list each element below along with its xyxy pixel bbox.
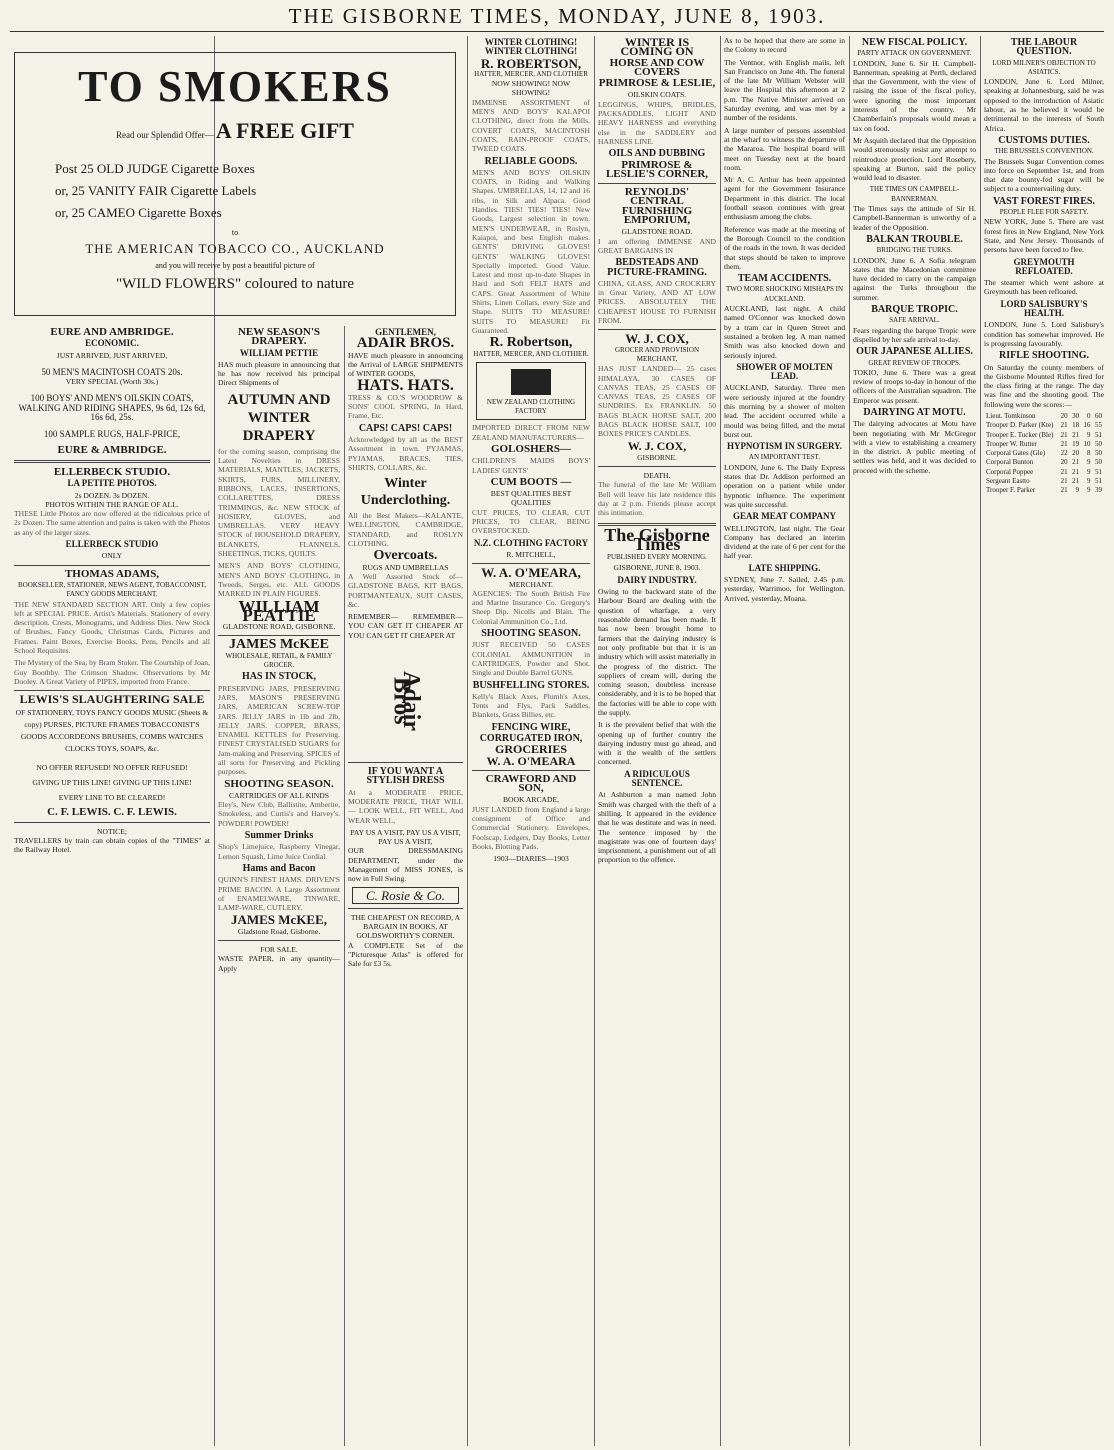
death: DEATH. (643, 471, 671, 481)
score-name: Corporal Gates (Gle) (986, 449, 1046, 458)
article-text: The steamer which went ashore at Greymouth has been refloated. (984, 278, 1104, 297)
cox-sub: GROCER AND PROVISION MERCHANT, (614, 345, 699, 363)
article-text: Mr A. C. Arthur has been appointed agent for the Government Insurance Department in this district. The local football season continues with great enthusiasm among the clubs. (724, 175, 845, 222)
article-text: LONDON, June 6. Sir H. Campbell-Bannerman, speaking at Perth, declared that the Government, with the view of raising the issue of the fiscal policy, were ignoring the most important interests of the country. Mr Chamberlain's proposals would mean a tax on food. (853, 58, 976, 133)
filler-text: THE NEW STANDARD SECTION ART. Only a few copies left at SPECIAL PRICE. Artist's Materials. Stationery of every description. Crests, Monograms, and Address Dies. New Stock of Brushes, Fancy Goods, Christmas Cards, Pictures and Frames. Paint Boxes, Exercise Books, Pens, Pencils and all School Requisites. (14, 599, 210, 656)
score-value: 21 (1072, 467, 1080, 476)
reynolds: REYNOLDS' CENTRAL FURNISHING EMPORIUM, (621, 186, 693, 227)
filler-text: Acknowledged by all as the BEST Assortment in town. PYJAMAS, PYJAMAS, BRACES, TIES, SHIRTS, COLLARS, &c. (348, 434, 463, 472)
column-separator (344, 326, 345, 1446)
cheapest: THE CHEAPEST ON RECORD, A BARGAIN IN BOOKS, AT GOLDSWORTHY'S CORNER. (350, 912, 461, 941)
filler-text: Shop's Limejuice, Raspberry Vinegar, Lemon Squash, Lime Juice Cordial. (218, 842, 340, 861)
filler-text: AGENCIES: The South British Fire and Marine Insurance Co. Gregory's Sheep Dip. Nicolls and Blain. The Colonial Ammunition Co., Ltd. (472, 588, 590, 626)
score-value: 20 (1072, 449, 1080, 458)
filler-text: TRESS & CO.'S WOODROW & SONS' COOL SPRING, In Hard, Frame, Etc. (348, 392, 463, 421)
article-text: A large number of persons assembled at the wharf to witness the departure of the Mararoa. The hospital board will meet on Tuesday next at the board room. (724, 125, 845, 172)
score-name: Corporal Poppee (986, 467, 1034, 476)
column-separator (849, 36, 850, 1446)
adams: THOMAS ADAMS, (64, 567, 160, 580)
robertson: R. ROBERTSON, (480, 55, 582, 71)
crawford-sub: BOOK ARCADE, (502, 795, 560, 805)
merchant: MERCHANT. (509, 579, 553, 589)
macintosh: 50 MEN'S MACINTOSH COATS 20s. (41, 366, 183, 377)
score-value: 21 (1060, 430, 1068, 439)
divider (598, 466, 716, 467)
reynolds-sub: GLADSTONE ROAD. (621, 227, 693, 237)
filler-text: The funeral of the late Mr William Bell will leave his late residence this day at 2 p.m. Friends please accept this intimation. (598, 480, 716, 518)
filler-text: The Mystery of the Sea, by Bram Stoker. The Courtship of Joan, Guy Boothby. The Crimson Shadow. Observations by Mr Dooley. A Great Variety of PIPES, imported from France. (14, 658, 210, 686)
economic: ECONOMIC. (85, 338, 139, 349)
score-row (984, 477, 1104, 486)
rifle-scores-table (984, 412, 1104, 496)
filler-text: All the Best Makers—KALANTE, WELLINGTON, CAMBRIDGE, STANDARD, and ROSLYN CLOTHING. (348, 511, 463, 549)
score-value: 19 (1072, 439, 1080, 448)
shooting-4: SHOOTING SEASON. (481, 628, 581, 640)
score-value: 50 (1095, 458, 1102, 467)
review: GREAT REVIEW OF TROOPS. (868, 358, 961, 367)
score-name: Lieut. Tomkinson (986, 411, 1036, 420)
pay: PAY US A VISIT, PAY US A VISIT, PAY US A VISIT, (350, 827, 461, 847)
score-name: Corporal Bunton (986, 458, 1034, 467)
score-value: 21 (1072, 477, 1080, 486)
test: AN IMPORTANT TEST. (748, 453, 821, 462)
cleared: EVERY LINE TO BE CLEARED! (58, 793, 166, 803)
adair: ADAIR BROS. (356, 335, 455, 352)
gentlemen: GENTLEMEN, (375, 327, 436, 337)
cox: W. J. COX, (625, 331, 689, 347)
column-separator (467, 36, 468, 1446)
divider (348, 762, 463, 763)
article-text: LONDON, June 5. Lord Salisbury's condition has somewhat improved. He is progressing favourably. (984, 320, 1104, 348)
ellerbeck: ELLERBECK STUDIO. (53, 465, 171, 478)
salisbury: LORD SALISBURY'S HEALTH. (1000, 298, 1088, 319)
article-text: Owing to the backward state of the Harbour Board are dealing with the question of wharfage, a very reasonable demand has been made. It has now been brought home to farmers that the dairying industry is not only profitable but that it is an industry which will assist materially in the progress of the district. The suppliers of cream will, during the coming season, doubtless increase considerably, and it is to be hoped that the factories will be able to cope with the supply. (598, 587, 716, 717)
score-value: 9 (1087, 486, 1091, 495)
article-text: LONDON, June 6. The Daily Express states that Dr. Addison performed an operation on a patient while under hypnotic influence. The experiment was quite successful. (724, 462, 845, 509)
score-value: 20 (1060, 458, 1068, 467)
notice: NOTICE; (97, 826, 127, 836)
winter-clothing: WINTER CLOTHING! WINTER CLOTHING! (484, 37, 578, 57)
crawford: CRAWFORD AND SON, (485, 772, 577, 795)
score-row (984, 449, 1104, 458)
divider (472, 563, 590, 564)
people: PEOPLE FLEE FOR SAFETY. (999, 208, 1089, 217)
eure-heading: EURE AND AMBRIDGE. (50, 326, 174, 338)
adair-text: HAVE much pleasure in announcing the Arrival of LARGE SHIPMENTS of WINTER GOODS, (348, 350, 463, 379)
labour: THE LABOUR QUESTION. (1010, 37, 1078, 58)
score-value: 39 (1095, 486, 1102, 495)
summer: Summer Drinks (244, 830, 314, 842)
filler-text: THESE Little Photos are now offered at the ridiculous price of 2s Dozen. The same attention and pains is taken with the Photos as any of the larger sizes. (14, 509, 210, 537)
article-text: On Saturday the county members of the Gisborne Mounted Rifles fired for the class firing at the range. The day was fine and the shooting good. The following were the scores:— (984, 362, 1104, 409)
mckee: JAMES McKEE (229, 637, 329, 653)
divider (14, 822, 210, 823)
filler-text: HAS JUST LANDED— 25 cases HIMALAYA, 30 CASES OF CANVAS TEAS, 25 CASES OF CANVAS TEAS, 25 CASES OF SUNDRIES. Ex FRANKLIN. 50 BAGS BLACK HORSE SALT, 200 BAGS BLACK HORSE SALT, 100 BOXES PRICE'S CANDLES. (598, 364, 716, 439)
score-value: 18 (1072, 421, 1080, 430)
article-text: Reference was made at the meeting of the Borough Council to the condition of the roads in the town. It was decided that steps should be taken to improve them. (724, 224, 845, 271)
hams: Hams and Bacon (242, 862, 316, 874)
dairy: DAIRY INDUSTRY. (617, 574, 697, 585)
bushfelling: BUSHFELLING STORES. (472, 679, 590, 691)
shooting: SHOOTING SEASON. (224, 777, 334, 790)
filler-text: CUT PRICES, TO CLEAR, CUT PRICES, TO CLEAR, BEING OVERSTOCKED. (472, 507, 590, 536)
lewis: LEWIS'S SLAUGHTERING SALE (19, 692, 205, 707)
ellerbeck-2: ELLERBECK STUDIO (65, 539, 159, 550)
score-row (984, 412, 1104, 421)
mckee-2-sub: Gladstone Road, Gisborne. (237, 926, 321, 936)
filler-text: Eley's, New Club, Ballistite, Amberite, Smokeless, and Curtis's and Harvey's. POWDER! POWDER! (218, 800, 340, 828)
filler-text: A Well Assorted Stock of—GLADSTONE BAGS, KIT BAGS, PORTMANTEAUX, SUIT CASES, &c. (348, 571, 463, 609)
rugs: RUGS AND UMBRELLAS (362, 562, 449, 572)
score-value: 20 (1060, 411, 1068, 420)
offer-to: to (231, 228, 239, 237)
filler-text: JUST RECEIVED 50 CASES COLONIAL AMMUNITION in CARTRIDGES, Powder and Shot. Single and Double Barrel GUNS. (472, 640, 590, 678)
company: THE AMERICAN TOBACCO CO., AUCKLAND (85, 241, 385, 256)
score-name: Trooper E. Tucker (Ble) (986, 430, 1054, 439)
score-row (984, 421, 1104, 430)
intro-text: As to be hoped that there are some in the Colony to record (724, 36, 845, 55)
frozen: GEAR MEAT COMPANY (733, 511, 836, 522)
diaries: 1903—DIARIES—1903 (493, 854, 569, 864)
rosie: C. Rosie & Co. (352, 887, 459, 904)
primrose: PRIMROSE & LESLIE, (598, 77, 716, 90)
score-value: 9 (1087, 477, 1091, 486)
filler-text: PRESERVING JARS, PRESERVING JARS, MASON'S PRESERVING JARS, AMERICAN SCREW-TOP JARS. JELLY JARS in 1lb and 2lb, JELLY JARS. COPPER, BRASS, ENAMEL KETTLES for Preserving. FINEST CRYSTALISED SUGARS for Jam-making and Preserving. SPICES of all sorts for Preserving and Pickling purposes. (218, 683, 340, 777)
giving: GIVING UP THIS LINE! GIVING UP THIS LINE! (32, 777, 192, 787)
score-value: 9 (1087, 458, 1091, 467)
divider (598, 183, 716, 184)
score-name: Trooper F. Parker (986, 486, 1036, 495)
article-text: The dairying advocates at Motu have been negotiating with Mr McGregor with a view to establishing a creamery in the district. A public meeting of settlers was held, and it was decided to proceed with the scheme. (853, 419, 976, 475)
score-value: 50 (1095, 439, 1102, 448)
primrose-2: PRIMROSE & LESLIE'S CORNER, (605, 158, 709, 180)
cum-boots: CUM BOOTS — (490, 475, 572, 488)
rugs: 100 SAMPLE RUGS, HALF-PRICE, (43, 429, 181, 440)
column-separator (720, 36, 721, 1446)
cflewis: C. F. LEWIS. C. F. LEWIS. (47, 806, 177, 819)
article-text: It is the prevalent belief that with the opening up of further country the dairying industry must go ahead, and with it the wealth of the settlers concerned. (598, 720, 716, 767)
autumn: AUTUMN AND WINTER DRAPERY (227, 391, 331, 444)
in-stock: HAS IN STOCK, (241, 671, 316, 683)
column-4 (472, 36, 590, 1446)
eure-footer: EURE & AMBRIDGE. (57, 443, 167, 456)
score-value: 21 (1060, 439, 1068, 448)
score-value: 9 (1075, 486, 1080, 495)
article-text: SYDNEY, June 7. Sailed, 2.45 p.m. yesterday, Warrimoo, for Wellington. Arrived, yesterday, Moana. (724, 575, 845, 603)
travellers: TRAVELLERS by train can obtain copies of the "TIMES" at the Railway Hotel. (14, 835, 210, 855)
filler-text: QUINN'S FINEST HAMS. DRIVEN'S PRIME BACON. A Large Assortment of ENAMELWARE, TINWARE, LAMP-WARE, CUTLERY. (218, 875, 340, 913)
pettie-big: WILLIAM PEATTIE (238, 596, 320, 625)
filler-text: IMPORTED DIRECT FROM NEW ZEALAND MANUFACTURERS— (472, 423, 590, 442)
robertson-2: R. Robertson, (489, 335, 573, 351)
bannerman: THE TIMES ON CAMPBELL-BANNERMAN. (869, 185, 960, 203)
masthead: THE GISBORNE TIMES, MONDAY, JUNE 8, 1903. (288, 4, 826, 28)
two-more: TWO MORE SHOCKING MISHAPS IN AUCKLAND. (725, 285, 844, 303)
article-text: The Times says the attitude of Sir H. Campbell-Bannerman is unworthy of a leader of the Opposition. (853, 204, 976, 232)
complete: A COMPLETE Set of the "Picturesque Atlas" is offered for Sale for £3 5s. (348, 940, 463, 969)
caps: CAPS! CAPS! CAPS! (358, 422, 453, 434)
divider (218, 940, 340, 941)
winter-under: Winter Underclothing. (360, 476, 451, 509)
lewis-items: OF STATIONERY, TOYS FANCY GOODS MUSIC (Sheets & copy) PURSES, PICTURE FRAMES TOBACCONIST'S GOODS ACCORDEONS BRUSHES, COMBS WATCHES CLOCKS TOYS, SOAPS, &c. (15, 707, 209, 753)
date: GISBORNE, JUNE 8, 1903. (613, 562, 701, 572)
horse: HORSE AND COW COVERS (609, 56, 705, 78)
score-name: Trooper D. Parker (Kte) (986, 421, 1054, 430)
adams-sub: BOOKSELLER, STATIONER, NEWS AGENT, TOBACCONIST, FANCY GOODS MERCHANT. (18, 580, 206, 599)
receive: and you will receive by post a beautiful picture of (155, 261, 315, 270)
dozen: 2s DOZEN. 3s DOZEN. (74, 490, 150, 500)
bridging: BRIDGING THE TURKS. (876, 246, 953, 255)
column-1 (14, 326, 210, 1444)
score-row (984, 468, 1104, 477)
convention: THE BRUSSELS CONVENTION. (994, 147, 1094, 156)
score-value: 51 (1095, 467, 1102, 476)
overcoats: Overcoats. (373, 548, 438, 564)
hats: HATS. HATS. (357, 377, 454, 395)
column-5 (598, 36, 716, 1446)
score-name: Sergeant Eastto (986, 477, 1030, 486)
filler-text: LEGGINGS, WHIPS, BRIDLES, PACKSADDLES, LIGHT AND HEAVY HARNESS and everything else in the SADDLERY and HARNESS LINE. (598, 99, 716, 146)
score-value: 21 (1072, 430, 1080, 439)
column-2 (218, 326, 340, 1444)
score-value: 9 (1087, 430, 1091, 439)
score-value: 51 (1095, 477, 1102, 486)
photos: PHOTOS WITHIN THE RANGE OF ALL. (45, 499, 179, 509)
refused: NO OFFER REFUSED! NO OFFER REFUSED! (36, 762, 188, 772)
late: LATE SHIPPING. (748, 562, 821, 573)
score-value: 55 (1095, 421, 1102, 430)
score-value: 21 (1060, 421, 1068, 430)
column-6 (724, 36, 845, 1446)
filler-text: CHILDREN'S MAIDS BOYS' LADIES' GENTS' (472, 456, 590, 475)
divider (14, 565, 210, 566)
score-value: 30 (1072, 411, 1080, 420)
score-value: 21 (1060, 467, 1068, 476)
nzcf: N.Z. CLOTHING FACTORY (473, 537, 589, 548)
offer-line-3: or, 25 CAMEO Cigarette Boxes (55, 205, 222, 220)
filler-text: MEN'S AND BOYS' CLOTHING, MEN'S AND BOYS' CLOTHING, in Tweeds, Serges, etc. ALL GOODS MARKED IN PLAIN FIGURES. (218, 561, 340, 599)
nz-logo-box (476, 362, 586, 421)
new-season: NEW SEASON'S DRAPERY. (237, 326, 321, 348)
oilskin-5: OILSKIN COATS. (627, 90, 687, 100)
for-sale: FOR SALE. (260, 945, 298, 955)
divider (472, 770, 590, 771)
bedsteads: BEDSTEADS AND PICTURE-FRAMING. (607, 257, 707, 278)
oils: OILS AND DUBBING (608, 148, 706, 160)
petite: LA PETITE PHOTOS. (67, 478, 157, 489)
fires: VAST FOREST FIRES. (993, 195, 1095, 207)
groceries: GROCERIES (494, 742, 568, 757)
shower: SHOWER OF MOLTEN LEAD. (736, 361, 833, 382)
filler-text: I am offering IMMENSE AND GREAT BARGAINS IN (598, 236, 716, 255)
balkan: BALKAN TROUBLE. (866, 233, 963, 245)
article-text: Mr Asquith declared that the Opposition would strenuously resist any attempt to reintroduce protection. Lord Rosebery, speaking at Burton, said the policy would lead to disaster. (853, 135, 976, 183)
customs: CUSTOMS DUTIES. (998, 134, 1090, 146)
filler-text: for the coming season, comprising the Latest Novelties in DRESS MATERIALS, MANTLES, JACKETS, SKIRTS, FURS, MILLINERY, RIBBONS, LACES, INSERTIONS, COLLARETTES, DRESS TRIMMINGS, &c. NEW STOCK of HOSIERY, GLOVES, and UMBRELLAS. VERY HEAVY STOCK of HOUSEHOLD DRAPERY, BLANKETS, FLANNELS, SHEETINGS, TICKS, QUILTS. (218, 446, 340, 559)
cox-2: W. J. COX, (627, 438, 687, 453)
score-value: 51 (1095, 430, 1102, 439)
goloshers: GOLOSHERS— (490, 442, 572, 455)
score-value: 21 (1060, 477, 1068, 486)
gladstone: GLADSTONE ROAD, GISBORNE. (222, 622, 336, 632)
mitchell: R. MITCHELL, (506, 549, 556, 559)
japanese: OUR JAPANESE ALLIES. (856, 346, 973, 358)
dressmaking: OUR DRESSMAKING DEPARTMENT, under the Management of MISS JONES, is now in Full Swing. (348, 846, 463, 884)
gisborne-times-title: The Gisborne Times (604, 524, 710, 554)
score-value: 21 (1060, 486, 1068, 495)
article-text: The Ventnor, with English mails, left San Francisco on June 4th. The funeral of the late Mr William Webster will leave the Hospital this afternoon at 2 p.m. The Native Minister arrived on Saturday evening, and was met by a number of the residents. (724, 57, 845, 123)
mckee-2: JAMES McKEE, (230, 912, 328, 928)
hb-logo (511, 369, 551, 395)
divider (598, 329, 716, 330)
divider (348, 908, 463, 909)
score-value: 8 (1087, 449, 1091, 458)
hypnotism: HYPNOTISM IN SURGERY. (726, 441, 843, 452)
article-text: Fears regarding the barque Tropic were dispelled by her safe arrival to-day. (853, 325, 976, 344)
fencing: FENCING WIRE, (491, 721, 571, 733)
offer-line-1: Post 25 OLD JUDGE Cigarette Boxes (55, 161, 255, 176)
score-value: 60 (1095, 411, 1102, 420)
remember: REMEMBER— REMEMBER— YOU CAN GET IT CHEAPER AT YOU CAN GET IT CHEAPER AT (348, 612, 463, 640)
team: TEAM ACCIDENTS. (737, 273, 832, 285)
article-text: WELLINGTON, last night. The Gear Company has declared an interim dividend at the rate of 6 per cent for the half year. (724, 523, 845, 561)
safe: SAFE ARRIVAL. (889, 316, 940, 325)
score-row (984, 440, 1104, 449)
ridiculous: A RIDICULOUS SENTENCE. (624, 768, 690, 789)
article-text: LONDON, June 6. A Sofia telegram states that the Macedonian committee have decided to carry on the campaign against the Turks throughout the summer. (853, 255, 976, 302)
smokers-ad (14, 52, 456, 316)
score-name: Trooper W. Rutter (986, 439, 1037, 448)
score-row (984, 458, 1104, 467)
column-separator (594, 36, 595, 1446)
article-text: AUCKLAND, last night. A child named O'Connor was knocked down by a tram car in Queen Street and sustained a broken leg. A man named Smith was also knocked down and seriously injured. (724, 304, 845, 360)
score-value: 9 (1087, 467, 1091, 476)
filler-text: At a MODERATE PRICE, MODERATE PRICE, THAT WILL— LOOK WELL, FIT WELL, And WEAR WELL, (348, 787, 463, 825)
barque: BARQUE TROPIC. (871, 304, 958, 316)
quality: BEST QUALITIES BEST QUALITIES (490, 489, 572, 508)
filler-text: CHINA, GLASS, AND CROCKERY in Great Variety, AND AT LOW PRICES. ABSOLUTELY THE CHEAPEST HOUSE TO FURNISH FROM. (598, 278, 716, 326)
column-7 (853, 36, 976, 1446)
corrugated: CORRUGATED IRON, (479, 733, 583, 744)
divider (14, 690, 210, 691)
offer-line-2: or, 25 VANITY FAIR Cigarette Labels (55, 183, 257, 198)
arrived: JUST ARRIVED, JUST ARRIVED, (56, 350, 168, 360)
article-text: LONDON, June 6. Lord Milner, speaking at Johannesburg, said he was opposed to the introduction of Asiatic labour, as he believed it would be detrimental to the interests of South Africa. (984, 77, 1104, 133)
score-value: 21 (1072, 458, 1080, 467)
oilskin: 100 BOYS' AND MEN'S OILSKIN COATS, WALKING AND RIDING SHAPES, 9s 6d, 12s 6d, 16s 6d, 25s. (18, 393, 206, 423)
picture: "WILD FLOWERS" coloured to nature (115, 276, 355, 292)
offer: A FREE GIFT (215, 118, 354, 143)
divider (14, 460, 210, 463)
smokers-title: TO SMOKERS (78, 62, 392, 111)
dairying: DAIRYING AT MOTU. (863, 406, 966, 418)
party: PARTY ATTACK ON GOVERNMENT. (857, 49, 972, 58)
filler-text: IMMENSE ASSORTMENT of MEN'S AND BOYS' KALAPOI CLOTHING, direct from the Mills. COVERT COATS, MACINTOSH COATS, RAIN-PROOF COATS, TWEED COATS. (472, 97, 590, 154)
mckee-sub: WHOLESALE, RETAIL, & FAMILY GROCER. (225, 651, 333, 670)
article-text: NEW YORK, June 5. There are vast forest fires in New England, New York State, and New Jersey. Thousands of persons have been forced to flee. (984, 217, 1104, 255)
filler-text: Kelly's Black Axes, Plumb's Axes, Tents and Flys, Pack Saddles, Blankets, Grass Billies, etc. (472, 691, 590, 720)
dunedin: GREYMOUTH REFLOATED. (1013, 256, 1075, 276)
waste: WASTE PAPER, in any quantity—Apply (218, 954, 340, 973)
score-value: 22 (1060, 449, 1068, 458)
article-text: The Brussels Sugar Convention comes into force on September 1st, and from that date bounty-fed sugar will be subject to a countervailing duty. (984, 156, 1104, 194)
rifle: RIFLE SHOOTING. (998, 350, 1090, 362)
dress: IF YOU WANT A STYLISH DRESS (366, 766, 445, 787)
cox-2-sub: GISBORNE. (637, 452, 677, 462)
robertson-sub: HATTER, MERCER, AND CLOTHIER (474, 69, 588, 78)
omeara: W. A. O'MEARA, (481, 565, 581, 581)
cartridges: CARTRIDGES OF ALL KINDS (229, 790, 329, 800)
score-row (984, 431, 1104, 440)
published: PUBLISHED EVERY MORNING. (607, 553, 707, 562)
reliable: RELIABLE GOODS. (484, 155, 578, 167)
score-row (984, 486, 1104, 495)
article-text: At Ashburton a man named John Smith was charged with the theft of a shilling. It appeared in the evidence that he was destitute and was in need. The sentence imposed by the magistrate was one of fourteen days' imprisonment, a punishment out of all proportion to the offence. (598, 790, 716, 865)
column-3 (348, 326, 463, 1444)
offer-lead: Read our Splendid Offer— (116, 130, 214, 140)
article-text: TOKIO, June 6. There was a great review of troops to-day in honour of the officers of the Australian squadron. The Emperor was present. (853, 367, 976, 405)
omeara-2: W. A. O'MEARA (486, 753, 576, 768)
score-value: 0 (1087, 411, 1091, 420)
adair-vertical-logo: Adair Bros (388, 671, 424, 732)
masthead-rule (10, 31, 1104, 32)
divider (218, 635, 340, 636)
special: VERY SPECIAL (Worth 30s.) (65, 377, 159, 387)
pettie-text: HAS much pleasure in announcing that he has now received his principal Direct Shipments of (218, 359, 340, 388)
filler-text: MEN'S AND BOYS' OILSKIN COATS, in Riding and Walking Shapes. UMBRELLAS, 14, 12 and 16 ribs, in Silk and Alpaca. Good Handles. TIES! TIES! TIES! New Goods, Largest selection in town. MEN'S UNDERWEAR, in Roslyn, Kaiapoi, and best English makes. GENTS' DRIVING GLOVES! GENTS' WALKING GLOVES! Specially imported. Good Value. Latest and most up-to-date Shapes in Hard and Soft FELT HATS and CAPS. Great Assortment of White Shirts, Linen Collars, every Size and Shape. SUITS TO MEASURE! SUITS TO MEASURE! Fit Guaranteed. (472, 167, 590, 335)
score-value: 10 (1083, 439, 1091, 448)
seddon: LORD MILNER'S OBJECTION TO ASIATICS. (992, 58, 1096, 76)
pettie: WILLIAM PETTIE (239, 347, 319, 358)
robertson-2-sub: HATTER, MERCER, AND CLOTHIER. (473, 349, 589, 358)
score-value: 16 (1083, 421, 1091, 430)
fiscal: NEW FISCAL POLICY. (861, 37, 968, 48)
only: ONLY (101, 551, 123, 561)
filler-text: JUST LANDED from England a large consignment of Office and Commercial Stationery. Envelopes, Foolscap, Ledgers, Day Books, Letter Books, Blotting Pads. (472, 804, 590, 851)
showing: NOW SHOWING! NOW SHOWING! (491, 79, 571, 98)
article-text: AUCKLAND, Saturday. Three men were seriously injured at the foundry this morning by a shower of molten lead. The accident occurred while a mould was being filled, and the metal burst out. (724, 383, 845, 439)
column-8 (984, 36, 1104, 1446)
coming: WINTER IS COMING ON (620, 36, 694, 59)
column-separator (980, 36, 981, 1446)
score-value: 50 (1095, 449, 1102, 458)
nz: NEW ZEALAND CLOTHING FACTORY (486, 397, 576, 416)
